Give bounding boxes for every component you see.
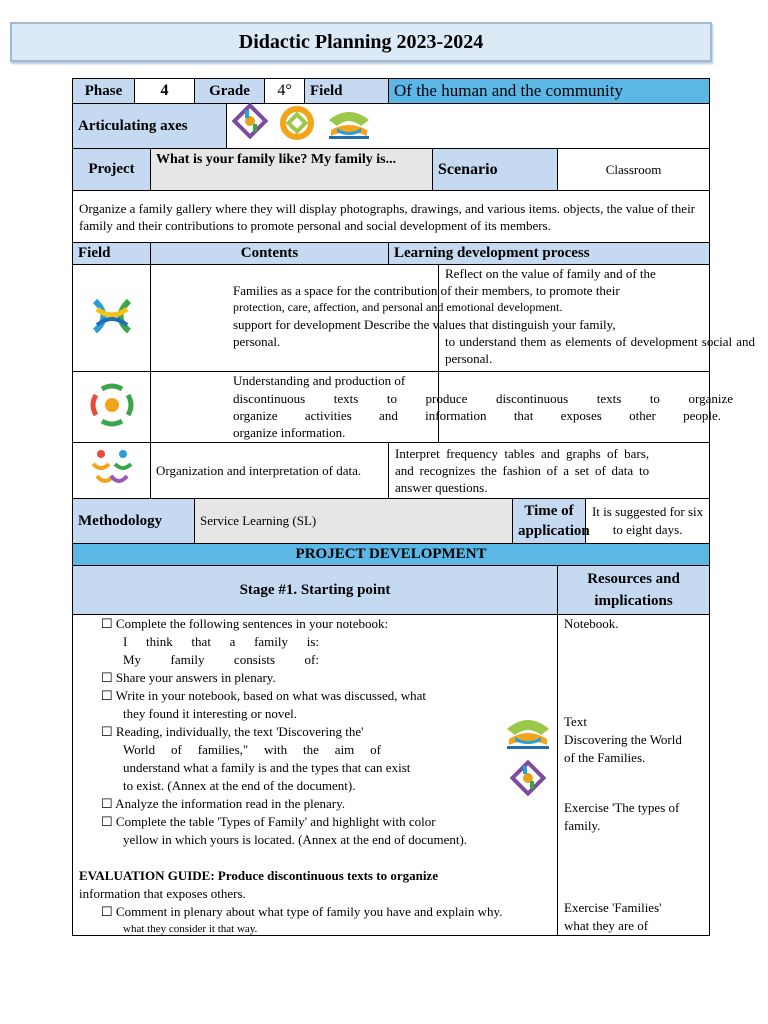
activity-1b: I think that a family is: [123, 634, 319, 649]
field-row-1-icon-cell [73, 265, 151, 372]
time-value: It is suggested for six to eight days. [586, 499, 710, 544]
activity-3b: they found it interesting or novel. [123, 706, 298, 721]
resource-4: Exercise 'Families' [564, 900, 662, 915]
row-1-process-b: to understand them as elements of development social and personal. [445, 334, 755, 366]
col-process: Learning development process [389, 243, 710, 265]
phase-label: Phase [73, 79, 135, 104]
activity-5: ☐ Analyze the information read in the plenary. [101, 796, 346, 811]
resource-1: Notebook. [564, 616, 619, 631]
resource-4b: what they are of [564, 918, 649, 933]
purpose-text: Organize a family gallery where they will display photographs, drawings, and various items. objects, the value of their family and their contributions to promote personal and social development of its members. [73, 191, 710, 243]
reading-icon [503, 713, 553, 751]
resource-2b: Discovering the World of the Families. [564, 732, 682, 765]
activities-cell [73, 615, 558, 936]
resources-title: Resources and implications [558, 566, 710, 615]
activity-4: ☐ Reading, individually, the text 'Discovering the' [101, 724, 364, 739]
inclusion-icon [509, 759, 547, 797]
knowledge-icon [87, 446, 137, 492]
interculturality-icon [283, 109, 311, 137]
evaluation-guide: EVALUATION GUIDE: Produce discontinuous texts to organize [79, 868, 438, 883]
page-title: Didactic Planning 2023-2024 [10, 22, 712, 62]
resource-2: Text [564, 714, 587, 729]
languages-icon [88, 381, 136, 429]
resources-cell [558, 615, 710, 936]
grade-value: 4° [265, 79, 305, 104]
row-2-contents-b: discontinuous texts to produce discontinuous texts to organize [233, 391, 733, 406]
activity-2: ☐ Share your answers in plenary. [101, 670, 276, 685]
row-3-contents: Organization and interpretation of data. [151, 443, 389, 499]
row-2-contents-d: organize information. [233, 425, 346, 440]
resource-3: Exercise 'The types of family. [564, 800, 680, 833]
col-field: Field [73, 243, 151, 265]
activity-4c: understand what a family is and the types that can exist [123, 760, 411, 775]
field-row-2-icon-cell [73, 372, 151, 443]
time-label: Time of application [513, 499, 586, 544]
planning-table [72, 78, 755, 936]
row-2-contents-a: Understanding and production of [233, 373, 406, 388]
activity-6b: yellow in which yours is located. (Annex at the end of document). [123, 832, 468, 847]
activity-4d: to exist. (Annex at the end of the document). [123, 778, 356, 793]
inclusion-icon [234, 105, 265, 136]
activity-7: ☐ Comment in plenary about what type of family you have and explain why. [101, 904, 503, 919]
activity-4b: World of families," with the aim of [123, 742, 381, 757]
row-1-contents-c: support for development Describe the values that distinguish your family, [233, 317, 616, 332]
field-label: Field [305, 79, 389, 104]
methodology-label: Methodology [73, 499, 195, 544]
field-row-3-icon-cell [73, 443, 151, 499]
project-label: Project [73, 149, 151, 191]
project-value: What is your family like? My family is... [151, 149, 433, 191]
row-1-contents-b: protection, care, affection, and personal and emotional development. [233, 300, 563, 314]
scenario-value: Classroom [558, 149, 710, 191]
row-1-process: Reflect on the value of family and of the [445, 266, 656, 281]
col-contents: Contents [151, 243, 389, 265]
activity-1: ☐ Complete the following sentences in your notebook: [101, 616, 389, 631]
scenario-label: Scenario [433, 149, 558, 191]
row-1-contents-d: personal. [233, 334, 281, 349]
field-value: Of the human and the community [389, 79, 710, 104]
row-2-text [151, 372, 733, 443]
grade-label: Grade [195, 79, 265, 104]
reading-icon [329, 112, 369, 139]
evaluation-guide-rest: information that exposes others. [79, 886, 246, 901]
axes-label: Articulating axes [73, 104, 227, 149]
activity-7b: what they consider it that way. [123, 923, 258, 935]
row-3-process: Interpret frequency tables and graphs of bars, and recognizes the fashion of a set of data to answer questions. [389, 443, 710, 499]
stage-title: Stage #1. Starting point [73, 566, 558, 615]
methodology-value: Service Learning (SL) [195, 499, 513, 544]
activity-3: ☐ Write in your notebook, based on what was discussed, what [101, 688, 426, 703]
activity-6: ☐ Complete the table 'Types of Family' and highlight with color [101, 814, 436, 829]
row-1-contents-a: Families as a space for the contribution of their members, to promote their [233, 283, 620, 298]
row-2-contents-c: organize activities and information that exposes other people. [233, 408, 721, 423]
row-1-text [151, 265, 755, 372]
project-development-title: PROJECT DEVELOPMENT [73, 544, 710, 566]
activity-1c: My family consists of: [123, 652, 319, 667]
phase-value: 4 [135, 79, 195, 104]
axes-icons [227, 104, 710, 149]
ethics-icon [87, 291, 137, 341]
